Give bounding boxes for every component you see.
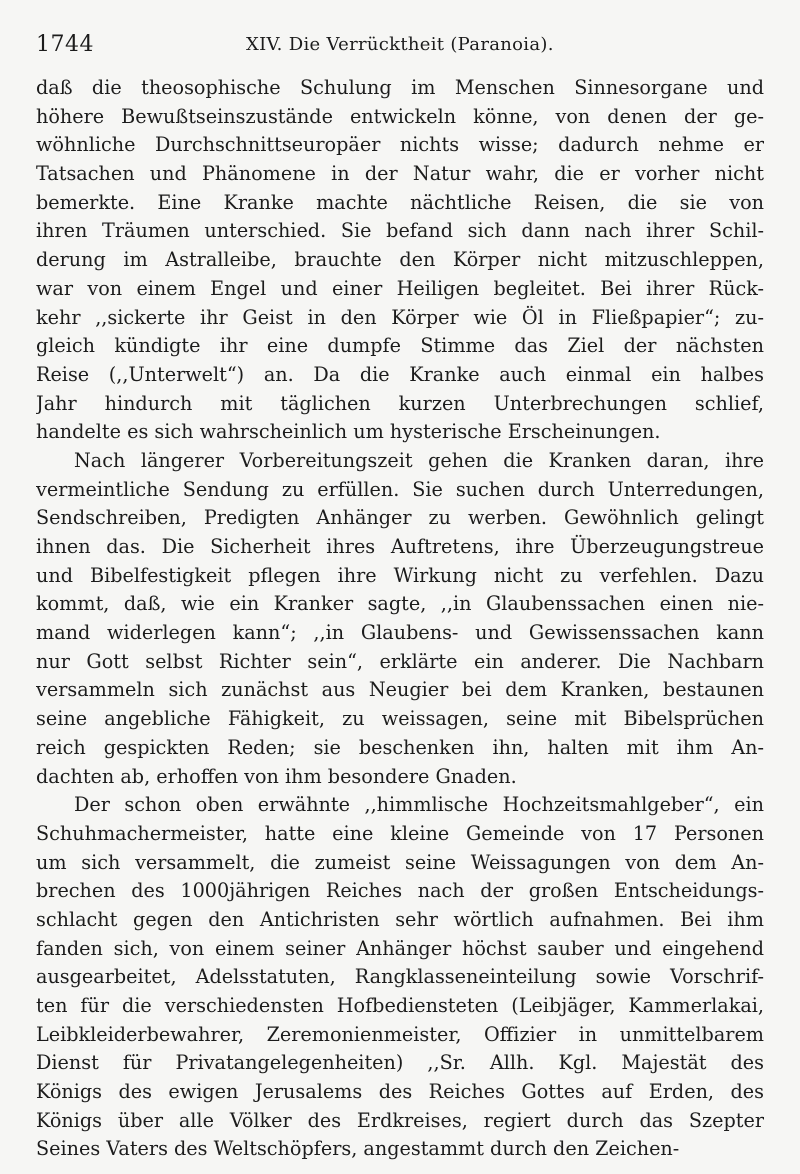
text-line: war von einem Engel und einer Heiligen begleitet. Bei ihrer Rück- (36, 276, 764, 300)
text-line: bemerkte. Eine Kranke machte nächtliche Reisen, die sie von (36, 190, 764, 214)
text-line: kehr ,,sickerte ihr Geist in den Körper wie Öl in Fließpapier“; zu- (36, 305, 764, 329)
text-line: gleich kündigte ihr eine dumpfe Stimme das Ziel der nächsten (36, 334, 764, 358)
paragraph (36, 447, 764, 791)
text-line: versammeln sich zunächst aus Neugier bei dem Kranken, bestaunen (36, 678, 764, 702)
text-line: fanden sich, von einem seiner Anhänger höchst sauber und eingehend (36, 936, 764, 960)
text-line: brechen des 1000jährigen Reiches nach der großen Entscheidungs- (36, 879, 764, 903)
text-line: Nach längerer Vorbereitungszeit gehen die Kranken daran, ihre (74, 448, 764, 472)
text-line: ihren Träumen unterschied. Sie befand sich dann nach ihrer Schil- (36, 219, 764, 243)
running-head: XIV. Die Verrücktheit (Paranoia). (246, 34, 554, 55)
text-line: Sendschreiben, Predigten Anhänger zu werben. Gewöhnlich gelingt (36, 506, 764, 530)
text-line: höhere Bewußtseinszustände entwickeln könne, von denen der ge- (36, 104, 764, 128)
text-line: Seines Vaters des Weltschöpfers, angestammt durch den Zeichen- (36, 1137, 680, 1161)
paragraph (36, 74, 764, 447)
text-line: vermeintliche Sendung zu erfüllen. Sie suchen durch Unterredungen, (36, 477, 764, 501)
body-text (36, 74, 764, 1164)
text-line: daß die theosophische Schulung im Menschen Sinnesorgane und (36, 76, 764, 99)
text-line: Reise (,,Unterwelt“) an. Da die Kranke auch einmal ein halbes (36, 362, 764, 386)
text-line: ihnen das. Die Sicherheit ihres Auftretens, ihre Überzeugungstreue (36, 535, 764, 558)
text-line: und Bibelfestigkeit pflegen ihre Wirkung nicht zu verfehlen. Dazu (36, 563, 764, 587)
paragraph (36, 791, 764, 1164)
text-line: handelte es sich wahrscheinlich um hysterische Erscheinungen. (36, 420, 661, 444)
page-number: 1744 (36, 32, 94, 57)
text-line: reich gespickten Reden; sie beschenken ihn, halten mit ihm An- (36, 735, 764, 759)
text-line: ausgearbeitet, Adelsstatuten, Rangklasseneinteilung sowie Vorschrif- (36, 965, 764, 989)
text-line: kommt, daß, wie ein Kranker sagte, ,,in Glaubenssachen einen nie- (36, 592, 764, 616)
text-line: ten für die verschiedensten Hofbediensteten (Leibjäger, Kammerlakai, (36, 994, 764, 1017)
text-line: um sich versammelt, die zumeist seine Weissagungen von dem An- (36, 850, 764, 874)
text-line: Königs des ewigen Jerusalems des Reiches Gottes auf Erden, des (36, 1080, 764, 1104)
text-line: Jahr hindurch mit täglichen kurzen Unterbrechungen schlief, (36, 391, 764, 415)
text-line: seine angebliche Fähigkeit, zu weissagen, seine mit Bibelsprüchen (36, 707, 764, 731)
text-line: dachten ab, erhoffen von ihm besondere Gnaden. (36, 764, 517, 788)
text-line: Leibkleiderbewahrer, Zeremonienmeister, Offizier in unmittelbarem (36, 1022, 764, 1046)
text-line: Der schon oben erwähnte ,,himmlische Hochzeitsmahlgeber“, ein (74, 793, 764, 817)
text-line: derung im Astralleibe, brauchte den Körper nicht mitzuschleppen, (36, 248, 764, 272)
text-line: Königs über alle Völker des Erdkreises, regiert durch das Szepter (36, 1108, 764, 1132)
text-line: wöhnliche Durchschnittseuropäer nichts wisse; dadurch nehme er (36, 133, 764, 157)
page-header (36, 28, 764, 68)
text-line: mand widerlegen kann“; ,,in Glaubens- und Gewissenssachen kann (36, 621, 764, 645)
text-line: Schuhmachermeister, hatte eine kleine Gemeinde von 17 Personen (36, 821, 764, 845)
text-line: nur Gott selbst Richter sein“, erklärte ein anderer. Die Nachbarn (36, 649, 764, 673)
text-line: Dienst für Privatangelegenheiten) ,,Sr. Allh. Kgl. Majestät des (36, 1051, 764, 1075)
text-line: Tatsachen und Phänomene in der Natur wahr, die er vorher nicht (36, 162, 764, 186)
text-line: schlacht gegen den Antichristen sehr wörtlich aufnahmen. Bei ihm (36, 907, 764, 931)
